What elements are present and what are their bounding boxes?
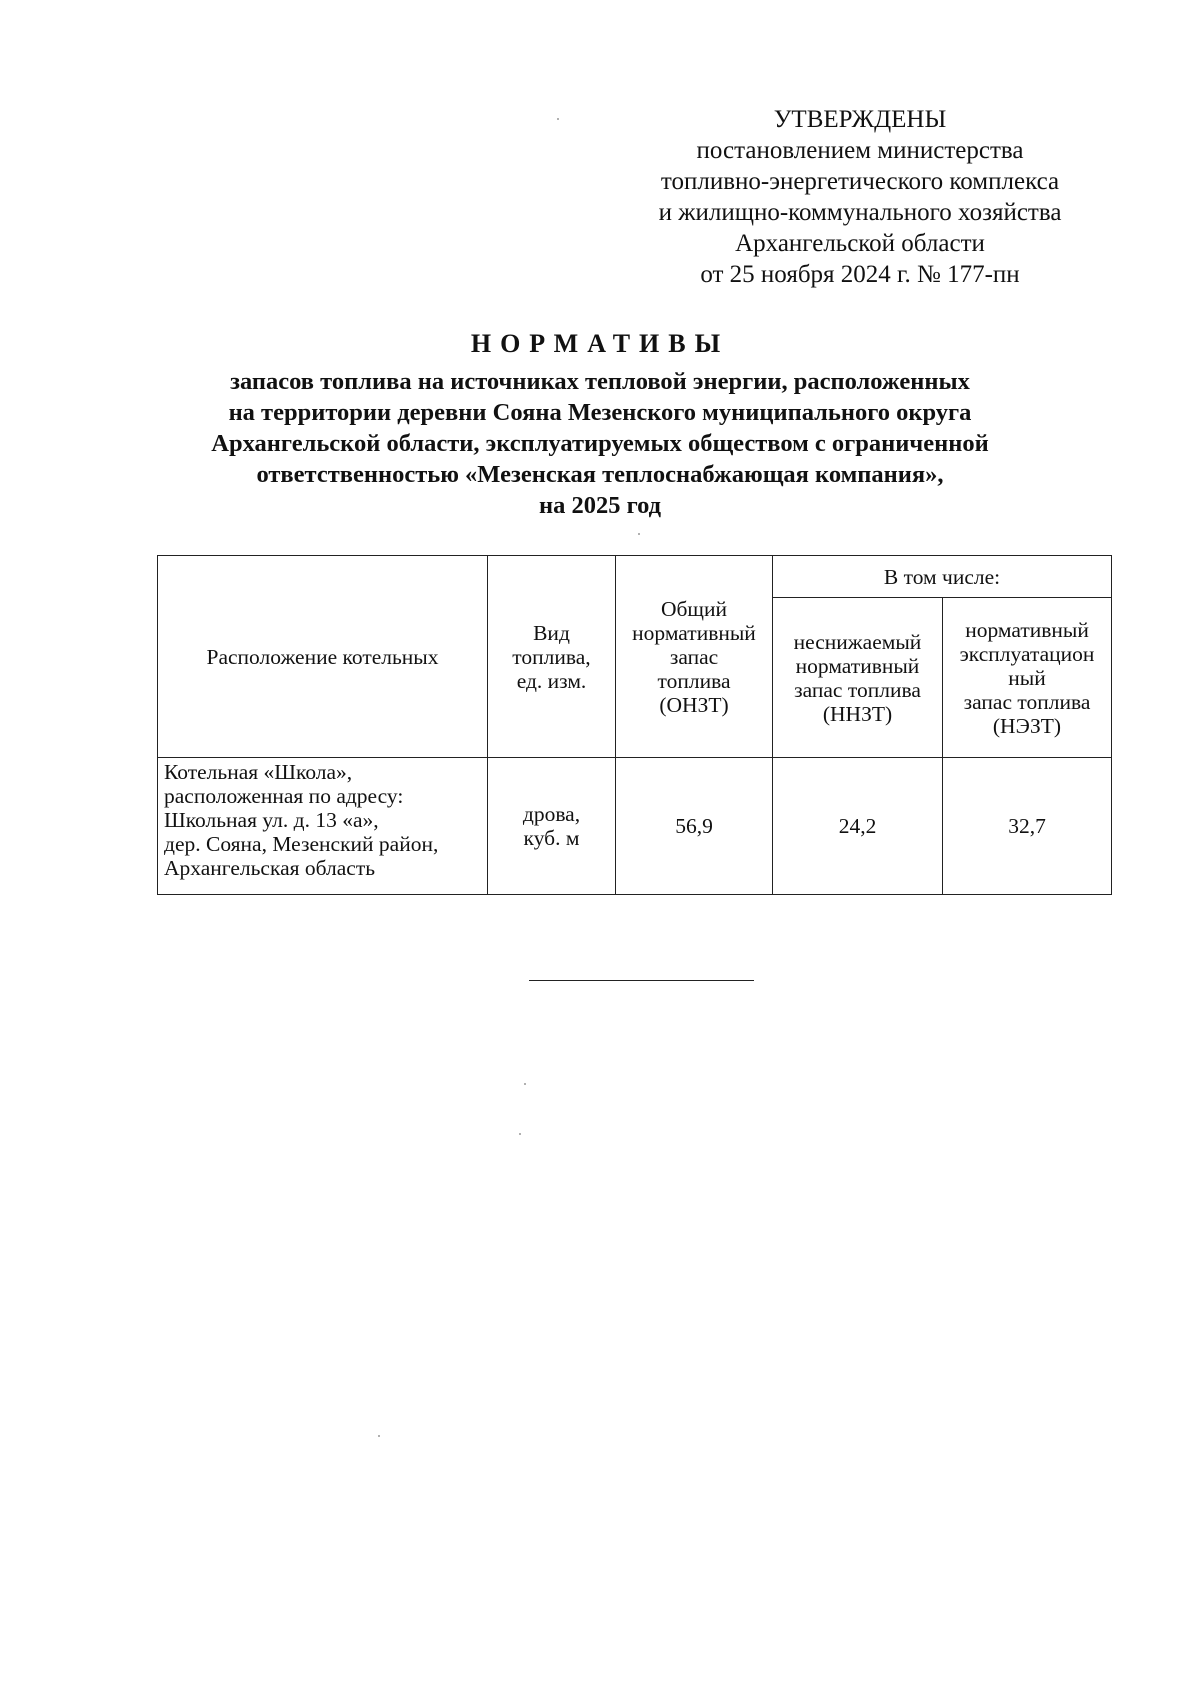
subtitle-line: на 2025 год — [538, 492, 662, 519]
subtitle-line: на территории деревни Сояна Мезенского муниципального округа — [228, 399, 972, 426]
scan-speck — [519, 1133, 521, 1135]
header-nezt: нормативный эксплуатацион ный запас топлива (НЭЗТ) — [943, 598, 1112, 758]
header-fuel-type: Вид топлива, ед. изм. — [488, 556, 616, 758]
fuel-norms-table — [157, 555, 1112, 895]
approval-stamp — [600, 104, 1120, 290]
approval-date-number: от 25 ноября 2024 г. № 177-пн — [700, 261, 1020, 288]
cell-location: Котельная «Школа», расположенная по адресу: Школьная ул. д. 13 «а», дер. Сояна, Мезенский район, Архангельская область — [158, 758, 488, 895]
closing-divider-line — [529, 980, 754, 981]
approval-line: Архангельской области — [735, 230, 985, 257]
header-total-reserve: Общий нормативный запас топлива (ОНЗТ) — [616, 556, 773, 758]
cell-total-reserve: 56,9 — [616, 758, 773, 895]
header-including: В том числе: — [773, 556, 1112, 598]
table-row — [158, 758, 1112, 895]
scan-speck — [557, 118, 559, 120]
header-location: Расположение котельных — [158, 556, 488, 758]
subtitle-line: ответственностью «Мезенская теплоснабжающая компания», — [256, 461, 944, 488]
approval-line: постановлением министерства — [696, 137, 1024, 164]
document-title: НОРМАТИВЫ — [470, 329, 730, 358]
document-subtitle — [100, 366, 1100, 521]
header-nnzt: неснижаемый нормативный запас топлива (ННЗТ) — [773, 598, 943, 758]
approval-heading: УТВЕРЖДЕНЫ — [773, 106, 947, 133]
approval-line: и жилищно-коммунального хозяйства — [658, 199, 1062, 226]
cell-nnzt: 24,2 — [773, 758, 943, 895]
approval-line: топливно-энергетического комплекса — [660, 168, 1060, 195]
scan-speck — [524, 1083, 526, 1085]
scan-speck — [638, 533, 640, 535]
cell-fuel-type: дрова, куб. м — [488, 758, 616, 895]
subtitle-line: запасов топлива на источниках тепловой энергии, расположенных — [230, 368, 970, 395]
scan-speck — [378, 1435, 380, 1437]
table-header-row — [158, 556, 1112, 598]
subtitle-line: Архангельской области, эксплуатируемых обществом с ограниченной — [211, 430, 989, 457]
cell-nezt: 32,7 — [943, 758, 1112, 895]
